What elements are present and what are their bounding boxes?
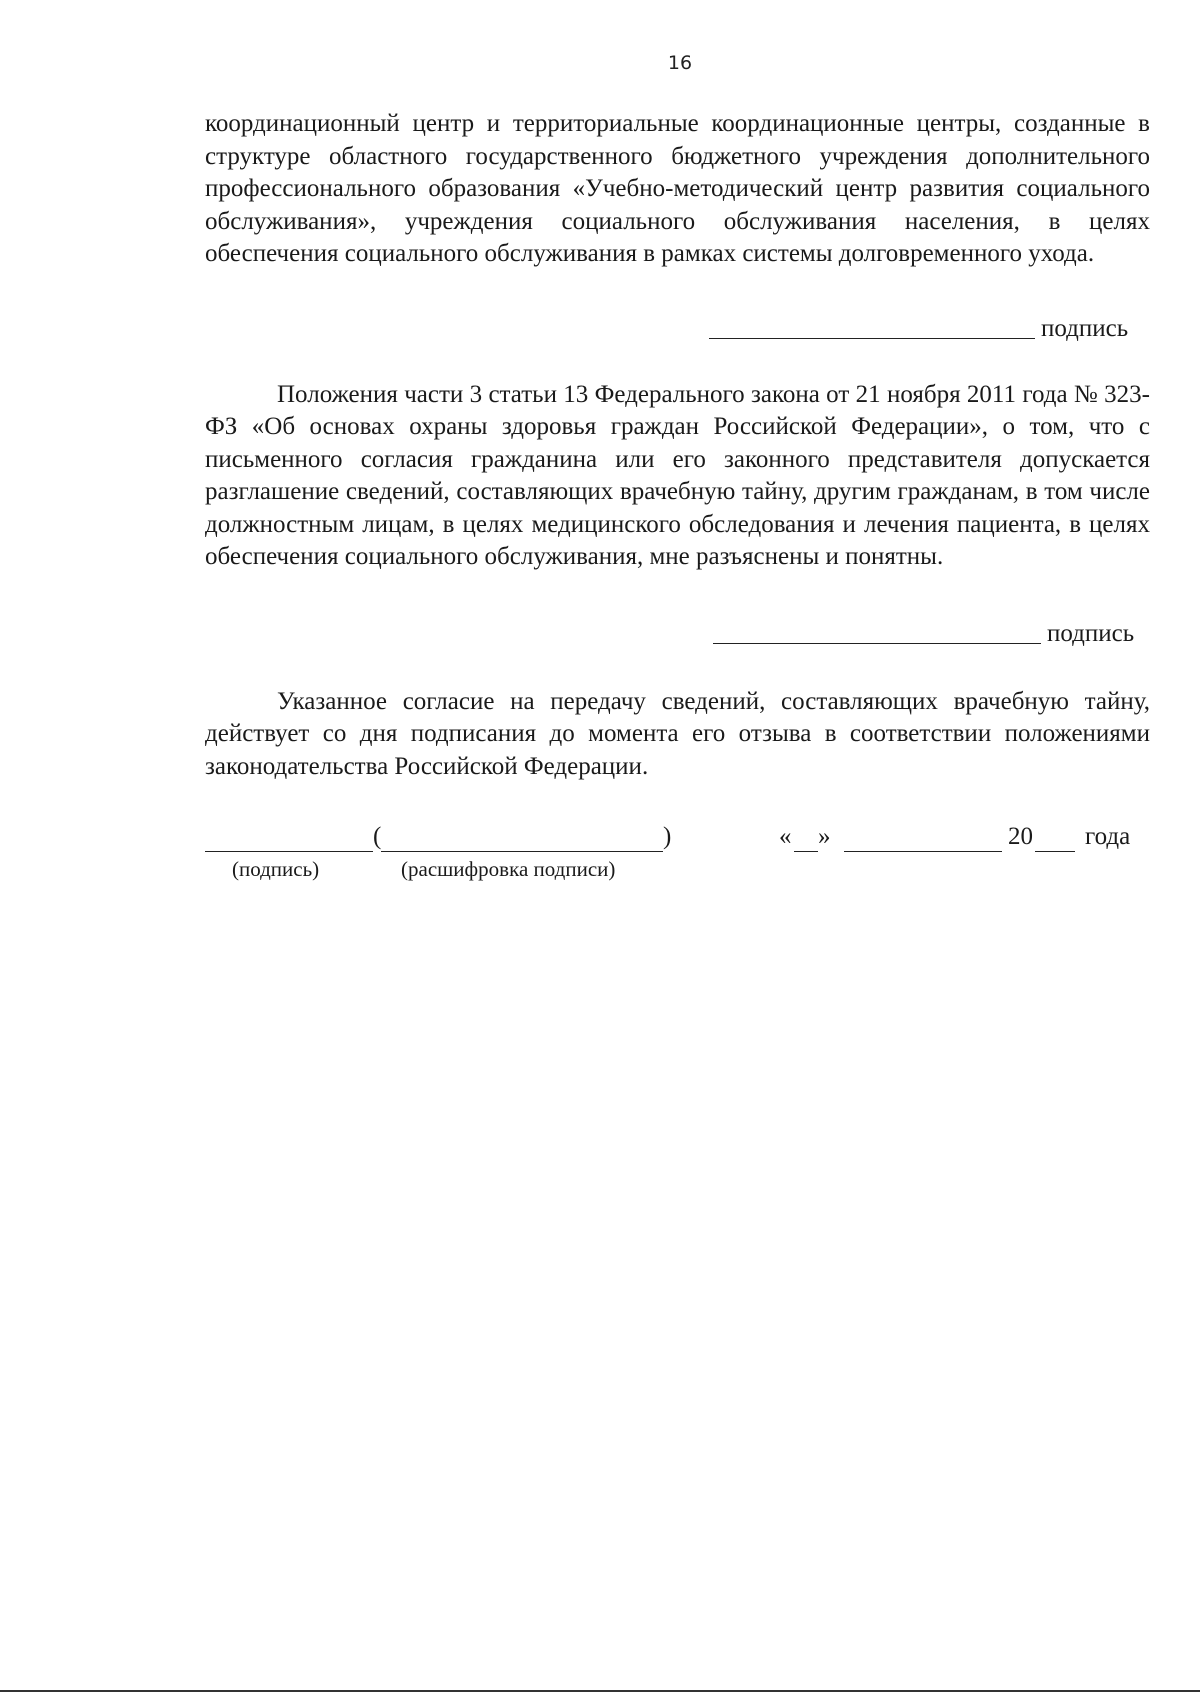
date-year-blank — [1035, 851, 1075, 852]
signature-blank-2 — [713, 643, 1041, 644]
date-year-prefix: 20 — [1008, 823, 1033, 850]
signature-blank-1 — [709, 338, 1035, 339]
document-body — [205, 108, 1150, 881]
signature-blank — [205, 851, 373, 852]
date-quote-close: » — [818, 823, 831, 850]
signature-date-block — [205, 821, 1150, 881]
signature-line-1 — [205, 311, 1150, 345]
decoding-blank — [381, 851, 663, 852]
signature-line-2 — [205, 616, 1150, 650]
paragraph-coordination-centers: координационный центр и территориальные координационные центры, созданные в структуре областного государственного бюджетного учреждения дополнительного профессионального образования «Учебно-методический центр развития социального обслуживания», учреждения социального обслуживания населения, в целях обеспечения социального обслуживания в рамках системы долговременного ухода. — [205, 110, 1150, 267]
paragraph-medical-secrecy-law: Положения части 3 статьи 13 Федерального закона от 21 ноября 2011 года № 323-ФЗ «Об основах охраны здоровья граждан Российской Федерации», о том, что с письменного согласия гражданина или его законного представителя допускается разглашение сведений, составляющих врачебную тайну, другим гражданам, в том числе должностным лицам, в целях медицинского обследования и лечения пациента, в целях обеспечения социального обслуживания, мне разъяснены и понятны. — [205, 380, 1150, 570]
date-month-blank — [844, 851, 1002, 852]
scan-bottom-edge — [0, 1690, 1200, 1692]
date-year-suffix: года — [1085, 823, 1131, 850]
paragraph-consent-validity: Указанное согласие на передачу сведений, составляющих врачебную тайну, действует со дня подписания до момента его отзыва в соответствии положениями законодательства Российской Федерации. — [205, 687, 1150, 780]
page-number: 16 — [667, 52, 693, 74]
decoding-caption: (расшифровка подписи) — [401, 857, 616, 881]
signature-label-1: подпись — [1041, 314, 1129, 342]
open-paren: ( — [373, 823, 382, 850]
date-quote-open: « — [779, 823, 792, 850]
signature-label-2: подпись — [1047, 619, 1135, 647]
close-paren: ) — [663, 823, 672, 850]
date-day-blank — [794, 851, 818, 852]
signature-caption: (подпись) — [232, 857, 320, 881]
